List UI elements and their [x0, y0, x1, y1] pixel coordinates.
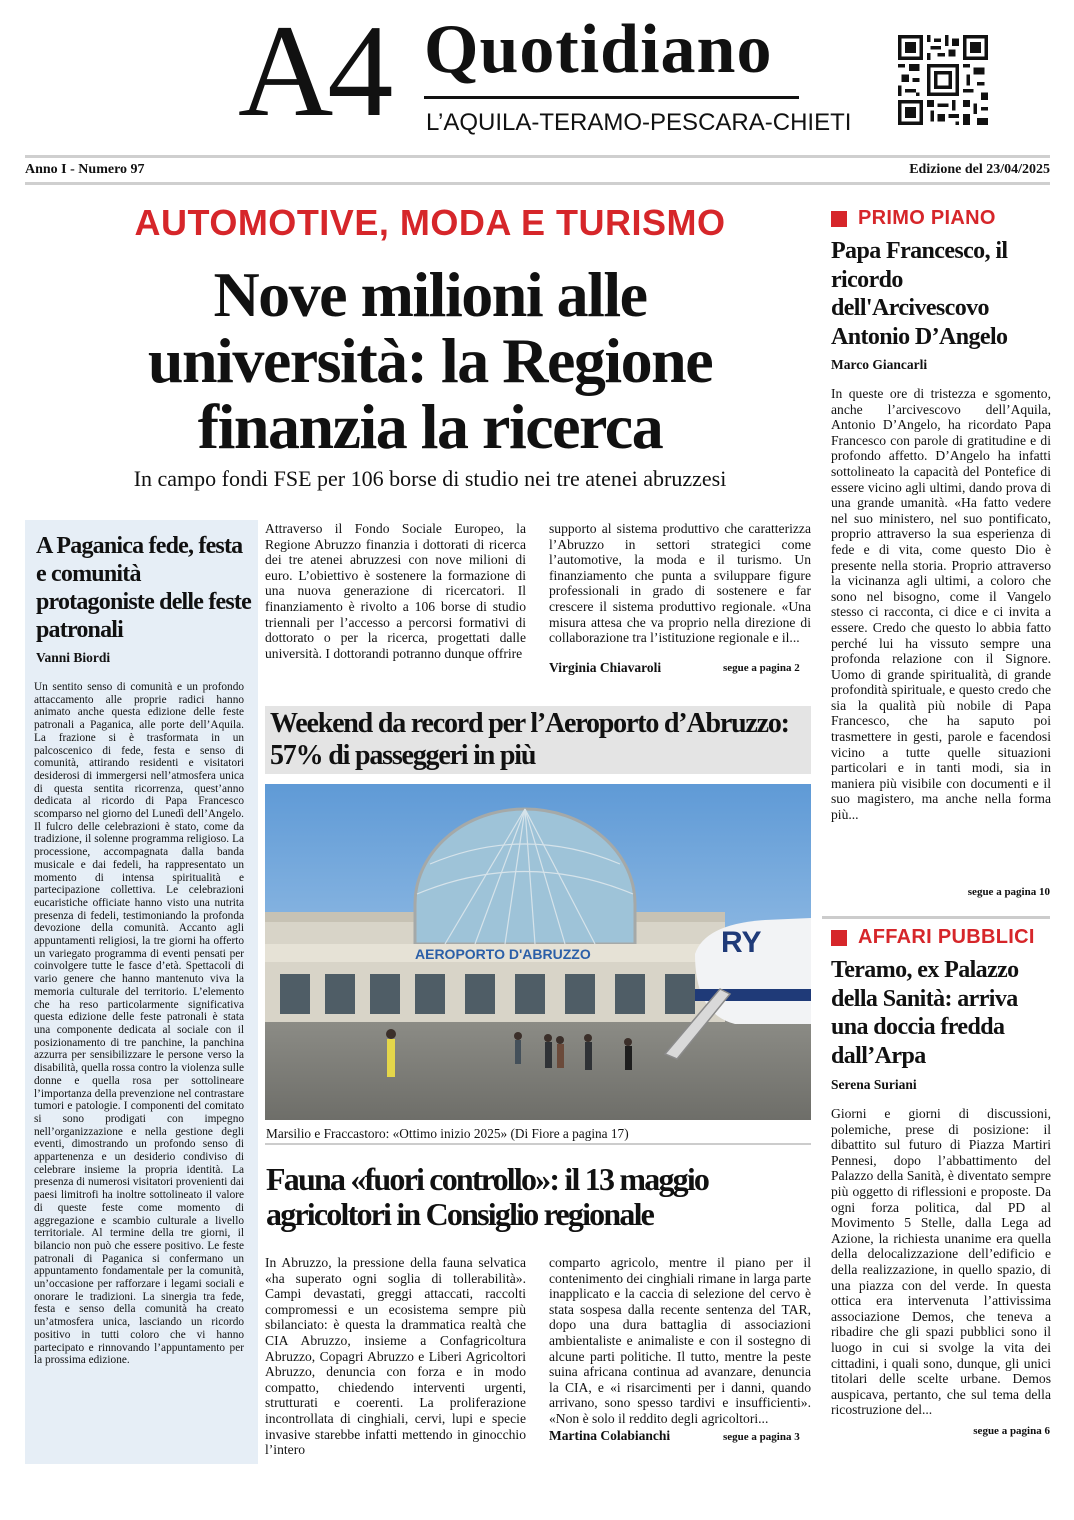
main-column-1: Attraverso il Fondo Sociale Europeo, la Regione Abruzzo finanzia i dottorati di ricerca dei tre atenei abruzzesi con nove milioni di euro. L’obiettivo è sostenere la formazione di una nuova generazione di ricercatori. Il finanziamento è rivolto a 106 borse di studio triennali per l’accesso a percorsi formativi di dottorato o per la ricerca, progettati dalle università. I dottorandi potranno dunque offrire [265, 521, 526, 661]
masthead-rule-top [25, 155, 1050, 158]
affari-pubblici-body: Giorni e giorni di discussioni, polemiche, prese di posizione: il dibattito sul futuro di Piazza Martiri Pennesi, dopo l’abbattimento del Palazzo della Sanità, è diventato sempre più oggetto di riflessioni e proposte. Da ogni forza politica, dal PD al Movimento 5 Stelle, dalla Lega ad Azione, la richiesta unanime era quella della delocalizzazione dell’edificio e della realizzazione, in quello spazio, di una piazza con del verde. In questa ottica era intervenuta l’attivissima associazione Demos, che teneva a ribadire che gli spazi pubblici sono il luogo in cui si svolge la vita dei cittadini, i quali sono, dunque, gli unici titolari delle scelte urbane. Demos auspicava, pertanto, che sul tema della ricostruzione del... [831, 1106, 1051, 1418]
masthead-rule-bottom [25, 182, 1050, 185]
fauna-byline: Martina Colabianchi [549, 1428, 671, 1443]
edition-date: Edizione del 23/04/2025 [909, 162, 1050, 177]
affari-pubblici-continue-link[interactable]: segue a pagina 6 [973, 1425, 1050, 1437]
primo-piano-body: In queste ore di tristezza e sgomento, anche l’arcivescovo dell’Aquila, Antonio D’Angelo, ha ricordato Papa Francesco con parole di gratitudine e di profondo affetto. D’Angelo ha infatti sottolineato la capacità del Pontefice di essere vicino agli ultimi, dando prova di una grande umanità. «Ha fatto vedere nel suo ministero, nel suo pontificato, proprio attraverso la sua esperienza di fede e di vita, come questo Dio è presente nella storia. Proprio attraverso la vicinanza agli ultimi, a coloro che sono nel bisogno, come il Vangelo stesso ci racconta, ci dice e ci invita a essere. Credo che questo lo abbia fatto perché lui ha vissuto sempre una profonda relazione con il Signore. Uomo di grande spiritualità, di grande profondità spirituale, e questo credo che sia la qualità più nobile di Papa Francesco, che ha saputo poi trasmettere in gesti, parole e facendosi vicino a tutte quelle situazioni particolari e in tanti modi, sia in maniera più visibile con documenti e il suo magistero, ma anche nella forma più... [831, 386, 1051, 823]
left-story-body: Un sentito senso di comunità e un profondo attaccamento alle proprie radici hanno animato anche questa edizione delle feste patronali a Paganica, alle porte dell’Aquila. La frazione si è trasformata in un palcoscenico di fede, festa e senso di comunità, attirando residenti e visitatori desiderosi di immergersi nell’atmosfera unica di questa sentita ricorrenza, quest’anno dedicata al ricordo di Papa Francesco scomparso nel giorno del Lunedì dell’Angelo. Il fulcro delle celebrazioni è stato, come da tradizione, il solenne programma religioso. La processione, accompagnata dalla banda musicale e dai fedeli, ha rappresentato un momento di intensa spiritualità e partecipazione collettiva. Le celebrazioni eucaristiche officiate hanno visto una nutrita presenza di fedeli, testimoniando la profonda devozione della comunità. Accanto agli appuntamenti religiosi, la tre giorni ha offerto un variegato programma di eventi pensati per coinvolgere tutte le fasce d’età. Spettacoli di vario genere che hanno mantenuto viva la memoria culturale del territorio. L’elemento che ha reso particolarmente significativa questa edizione delle feste patronali è stata una componente dedicata al sociale con il posizionamento di tre panchine, la panchina azzurra per sensibilizzare le persone verso la disabilità, quella rossa contro la violenza sulle donne e quella rosa per sottolineare l’importanza della prevenzione nel contrastare tumori e patologie. I componenti del comitato si sono prodigati con impegno nell’organizzazione e nella gestione degli eventi, dimostrando un profondo senso di appartenenza e un desiderio condiviso di celebrare insieme la propria identità. La presenza di numerosi visitatori provenienti dai paesi limitrofi ha inoltre sottolineato il valore di queste feste come momento di aggregazione e scambio culturale a livello territoriale. Al termine della tre giorni, il bilancio non può che essere positivo. Le feste patronali di Paganica si confermano un appuntamento fondamentale per la comunità, un’occasione per rafforzare i legami sociali e onorare le tradizioni. La sinergia tra fede, festa e senso della comunità ha creato un’atmosfera unica, lasciando un ricordo positivo in tutti coloro che vi hanno partecipato e rinnovando l’appuntamento per la prossima edizione. [34, 681, 244, 1367]
primo-piano-byline: Marco Giancarli [831, 357, 928, 372]
aeroporto-title[interactable]: Weekend da record per l’Aeroporto d’Abruzzo: 57% di passeggeri in più [270, 708, 789, 771]
left-story-title[interactable]: A Paganica fede, festa e comunità protagoniste delle feste patronali [36, 533, 251, 643]
main-byline: Virginia Chiavaroli [549, 660, 662, 675]
caption-rule [265, 1143, 811, 1145]
airport-photo [265, 784, 811, 1120]
primo-piano-section-label: PRIMO PIANO [858, 207, 996, 229]
logo-a4: A4 [238, 0, 388, 144]
fauna-column-2: comparto agricolo, mentre il piano per il contenimento dei cinghiali rimane in larga parte inapplicato e la caccia di selezione del cervo è stata sospesa dalla recente sentenza del TAR, dopo una dura battaglia di associazioni ambientaliste e animaliste e con il sostegno di alcune parti politiche. Il tutto, mentre la peste suina africana continua ad avanzare, denuncia la CIA, e «i risarcimenti per i danni, quando arrivano, sono spesso tardivi e insufficienti». «Non è solo il reddito degli agricoltori... [549, 1255, 811, 1426]
right-column-divider [822, 916, 1050, 919]
primo-piano-title[interactable]: Papa Francesco, il ricordo dell'Arcivescovo Antonio D’Angelo [831, 238, 1008, 350]
svg-text:RY: RY [721, 926, 762, 959]
logo-rule [424, 96, 799, 99]
issue-number: Anno I - Numero 97 [25, 162, 145, 177]
photo-caption: Marsilio e Fraccastoro: «Ottimo inizio 2025» (Di Fiore a pagina 17) [266, 1126, 629, 1141]
fauna-title[interactable]: Fauna «fuori controllo»: il 13 maggio agricoltori in Consiglio regionale [266, 1161, 709, 1232]
main-subheadline: In campo fondi FSE per 106 borse di studio nei tre atenei abruzzesi [133, 466, 727, 491]
main-continue-link[interactable]: segue a pagina 2 [723, 662, 800, 674]
masthead-cities: L’AQUILA-TERAMO-PESCARA-CHIETI [426, 109, 852, 136]
main-kicker: AUTOMOTIVE, MODA E TURISMO [134, 202, 726, 243]
fauna-column-1: In Abruzzo, la pressione della fauna selvatica «ha superato ogni soglia di tollerabilità». Campi devastati, greggi attaccati, raccolti compromessi e un ecosistema sempre più sbilanciato: è questa la drammatica realtà che CIA Abruzzo, insieme a Confagricoltura Abruzzo, Copagri Abruzzo e Liberi Agricoltori Abruzzo, denuncia con forza e in modo compatto, chiedendo interventi urgenti, strutturati e coerenti. La proliferazione incontrollata di cinghiali, cervi, lupi e specie invasive starebbe infatti mettendo in ginocchio l’intero [265, 1255, 526, 1458]
affari-pubblici-square-icon [831, 930, 847, 946]
main-headline[interactable]: Nove milioni alle università: la Regione finanzia la ricerca [147, 259, 713, 462]
logo-name: Quotidiano [424, 11, 773, 88]
fauna-continue-link[interactable]: segue a pagina 3 [723, 1431, 800, 1443]
affari-pubblici-section-label: AFFARI PUBBLICI [858, 926, 1035, 948]
qr-code-icon [898, 35, 988, 125]
primo-piano-continue-link[interactable]: segue a pagina 10 [967, 886, 1050, 898]
main-column-2: supporto al sistema produttivo che caratterizza l’Abruzzo in settori strategici come l’automotive, la moda e il turismo. Un finanziamento che punta a sviluppare figure professionali in grado di sostenere e far crescere il sistema produttivo regionale. «Una misura attesa che va proprio nella direzione di collaborazione tra l’istituzione regionale e il... [549, 521, 811, 646]
primo-piano-square-icon [831, 211, 847, 227]
affari-pubblici-byline: Serena Suriani [831, 1077, 917, 1092]
left-story-byline: Vanni Biordi [36, 650, 111, 665]
affari-pubblici-title[interactable]: Teramo, ex Palazzo della Sanità: arriva una doccia fredda dall’Arpa [831, 957, 1019, 1069]
svg-text:AEROPORTO D'ABRUZZO: AEROPORTO D'ABRUZZO [415, 946, 591, 962]
